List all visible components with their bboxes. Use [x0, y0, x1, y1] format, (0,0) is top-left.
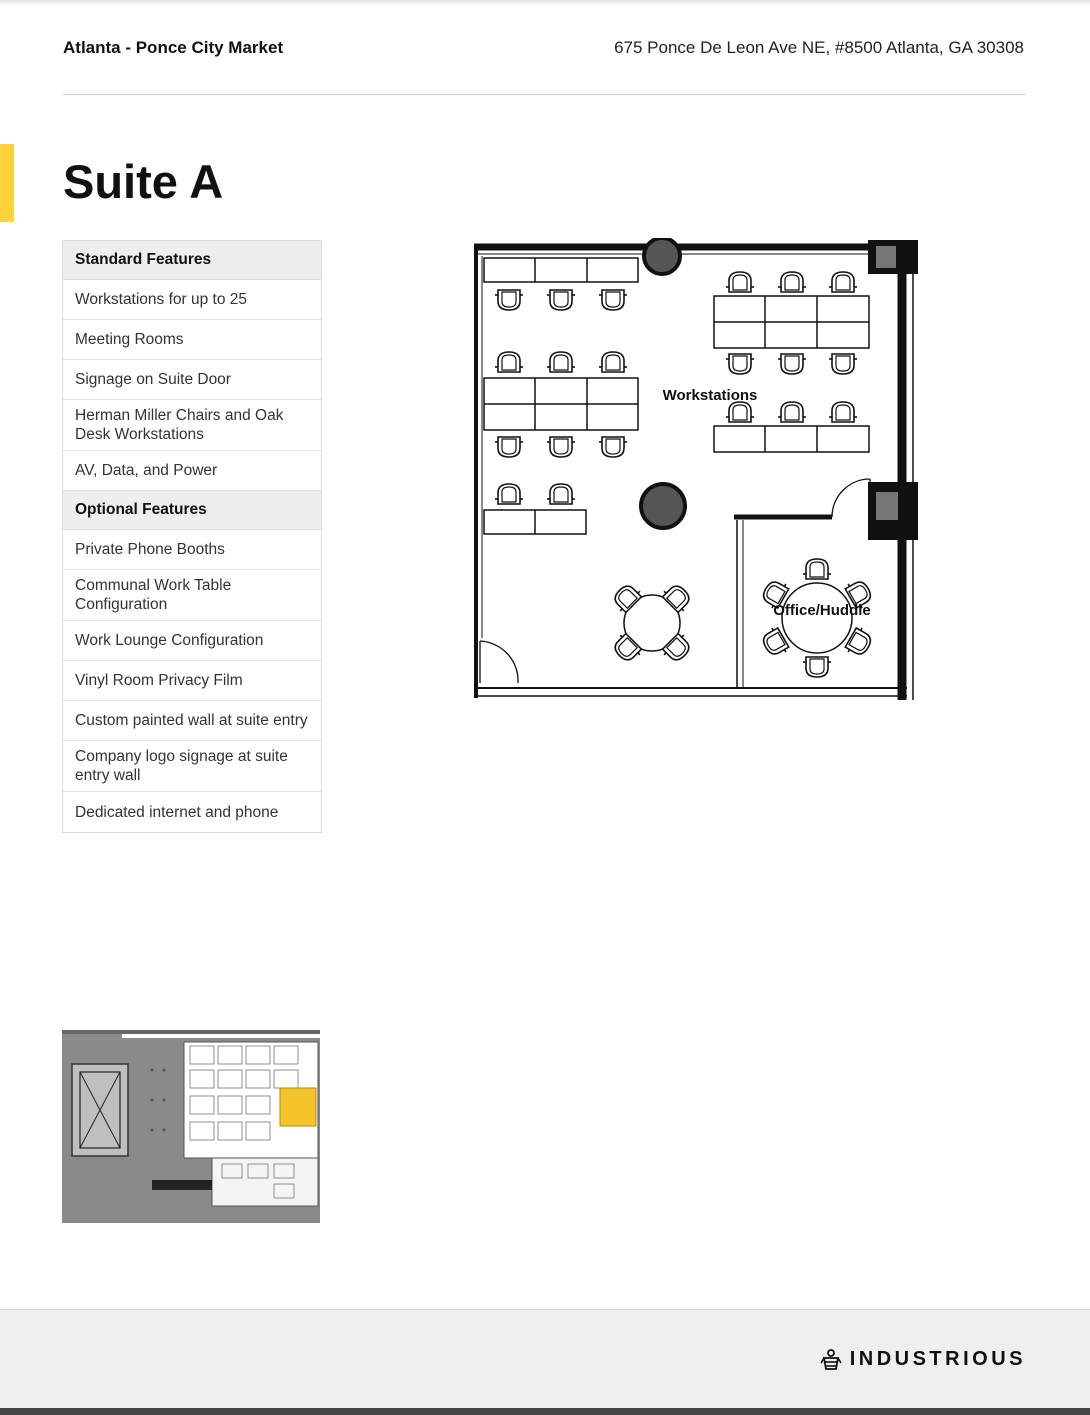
brand-logo: [820, 1348, 1026, 1371]
office-huddle-label: Office/Huddle: [773, 602, 871, 619]
building-key-plan: [62, 1030, 320, 1223]
brand-name: INDUSTRIOUS: [849, 1348, 1026, 1370]
feature-item: Work Lounge Configuration: [63, 621, 321, 661]
feature-item: Herman Miller Chairs and Oak Desk Workstations: [63, 400, 321, 451]
bee-icon: [820, 1349, 842, 1371]
optional-features-heading: Optional Features: [63, 491, 321, 530]
feature-item: Communal Work Table Configuration: [63, 570, 321, 621]
accent-bar: [0, 144, 14, 222]
feature-item: Signage on Suite Door: [63, 360, 321, 400]
workstations-label: Workstations: [662, 387, 758, 404]
location-address: 675 Ponce De Leon Ave NE, #8500 Atlanta, GA 30308: [614, 38, 1024, 57]
header-divider: [63, 94, 1026, 95]
feature-item: Workstations for up to 25: [63, 280, 321, 320]
feature-item: Custom painted wall at suite entry: [63, 701, 321, 741]
standard-features-heading: Standard Features: [63, 241, 321, 280]
feature-item: Company logo signage at suite entry wall: [63, 741, 321, 792]
feature-item: Vinyl Room Privacy Film: [63, 661, 321, 701]
feature-item: Meeting Rooms: [63, 320, 321, 360]
page-top-shadow: [0, 0, 1090, 6]
suite-title: Suite A: [63, 155, 224, 208]
location-name: Atlanta - Ponce City Market: [63, 38, 284, 57]
page-footer: [0, 1309, 1090, 1415]
feature-item: Dedicated internet and phone: [75, 803, 279, 821]
suite-location-highlight: [280, 1088, 316, 1126]
suite-floor-plan: [472, 238, 924, 704]
feature-item: AV, Data, and Power: [63, 451, 321, 491]
feature-item: Private Phone Booths: [63, 530, 321, 570]
features-table: [62, 240, 322, 833]
